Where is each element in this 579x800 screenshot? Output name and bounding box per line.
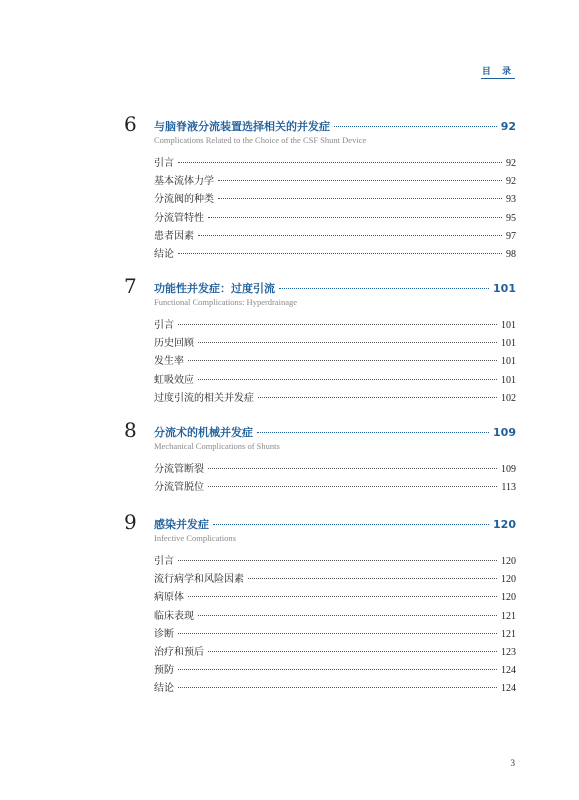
page-number: 3 <box>510 758 515 768</box>
chapter-page: 101 <box>493 282 516 295</box>
entry-page: 120 <box>501 574 516 586</box>
leader-dots <box>178 687 497 688</box>
toc-entry[interactable] <box>154 334 516 352</box>
leader-dots <box>198 379 497 380</box>
entry-title: 引言 <box>154 556 174 567</box>
entry-page: 92 <box>506 158 516 169</box>
toc-entry[interactable] <box>154 245 516 263</box>
entry-page: 109 <box>501 464 516 475</box>
leader-dots <box>279 288 489 289</box>
running-header: 目 录 <box>481 67 515 77</box>
leader-dots <box>178 669 497 670</box>
entry-page: 121 <box>501 610 516 622</box>
chapter-number: 8 <box>124 418 137 442</box>
chapter-page: 120 <box>493 518 516 531</box>
toc-entry[interactable] <box>154 389 516 407</box>
toc-entry[interactable] <box>154 570 516 588</box>
entry-title: 历史回顾 <box>154 338 194 350</box>
entry-page: 121 <box>501 628 516 640</box>
entry-page: 101 <box>501 374 516 386</box>
entry-page: 113 <box>501 482 516 494</box>
chapter-page: 92 <box>500 120 516 133</box>
leader-dots <box>178 324 497 325</box>
toc-entries <box>154 460 516 496</box>
entry-page: 101 <box>501 320 516 331</box>
chapter-subtitle-en: Infective Complications <box>154 533 236 543</box>
chapter-subtitle-en: Complications Related to the Choice of the CSF Shunt Device <box>154 135 367 145</box>
chapter-number: 9 <box>124 510 137 534</box>
toc-entry[interactable] <box>154 625 516 643</box>
chapter-title-row[interactable] <box>154 516 516 530</box>
entry-title: 分流管脱位 <box>154 482 204 494</box>
chapter-subtitle-en: Mechanical Complications of Shunts <box>154 441 280 451</box>
toc-entry[interactable] <box>154 172 516 190</box>
entry-title: 患者因素 <box>154 230 194 242</box>
entry-title: 分流阀的种类 <box>154 194 214 206</box>
entry-page: 92 <box>506 176 516 188</box>
toc-entries <box>154 552 516 698</box>
entry-page: 124 <box>501 683 516 695</box>
chapter-title[interactable]: 感染并发症 <box>154 518 209 531</box>
entry-page: 98 <box>506 248 516 260</box>
chapter-title-row[interactable] <box>154 424 516 438</box>
entry-page: 93 <box>506 194 516 206</box>
entry-page: 123 <box>501 646 516 658</box>
toc-entry[interactable] <box>154 352 516 370</box>
entry-page: 102 <box>501 392 516 404</box>
leader-dots <box>334 126 497 127</box>
entry-title: 过度引流的相关并发症 <box>154 392 254 404</box>
entry-title: 发生率 <box>154 356 184 368</box>
leader-dots <box>258 397 497 398</box>
leader-dots <box>257 432 489 433</box>
chapter-number: 7 <box>124 274 137 298</box>
entry-title: 治疗和预后 <box>154 646 204 658</box>
toc-entries <box>154 154 516 263</box>
entry-title: 虹吸效应 <box>154 374 194 386</box>
chapter-title[interactable]: 与脑脊液分流装置选择相关的并发症 <box>154 120 330 133</box>
leader-dots <box>208 486 497 487</box>
entry-title: 引言 <box>154 320 174 331</box>
toc-entry[interactable] <box>154 588 516 606</box>
leader-dots <box>208 217 502 218</box>
entry-title: 病原体 <box>154 592 184 604</box>
leader-dots <box>188 360 497 361</box>
toc-entry[interactable] <box>154 371 516 389</box>
entry-title: 预防 <box>154 665 174 677</box>
chapter-title[interactable]: 分流术的机械并发症 <box>154 426 253 439</box>
entry-page: 124 <box>501 665 516 677</box>
entry-page: 120 <box>501 556 516 567</box>
leader-dots <box>198 235 502 236</box>
toc-entry[interactable] <box>154 190 516 208</box>
toc-entry[interactable] <box>154 460 516 478</box>
entry-page: 101 <box>501 338 516 350</box>
toc-entry[interactable] <box>154 154 516 172</box>
chapter-number: 6 <box>124 112 137 136</box>
entry-title: 流行病学和风险因素 <box>154 574 244 586</box>
leader-dots <box>208 468 497 469</box>
entry-title: 临床表现 <box>154 610 194 622</box>
entry-title: 基本流体力学 <box>154 176 214 188</box>
toc-entries <box>154 316 516 407</box>
leader-dots <box>178 633 497 634</box>
chapter-title[interactable]: 功能性并发症：过度引流 <box>154 282 275 295</box>
entry-title: 分流管特性 <box>154 212 204 224</box>
chapter-title-row[interactable] <box>154 280 516 294</box>
entry-title: 引言 <box>154 158 174 169</box>
toc-entry[interactable] <box>154 661 516 679</box>
leader-dots <box>178 162 502 163</box>
toc-entry[interactable] <box>154 478 516 496</box>
leader-dots <box>213 524 489 525</box>
leader-dots <box>178 253 502 254</box>
entry-page: 101 <box>501 356 516 368</box>
entry-page: 95 <box>506 212 516 224</box>
toc-entry[interactable] <box>154 552 516 570</box>
leader-dots <box>188 596 497 597</box>
toc-entry[interactable] <box>154 643 516 661</box>
toc-entry[interactable] <box>154 209 516 227</box>
toc-entry[interactable] <box>154 607 516 625</box>
leader-dots <box>248 578 497 579</box>
leader-dots <box>218 180 502 181</box>
entry-title: 结论 <box>154 248 174 260</box>
chapter-page: 109 <box>493 426 516 439</box>
entry-page: 97 <box>506 230 516 242</box>
entry-page: 120 <box>501 592 516 604</box>
leader-dots <box>178 560 497 561</box>
toc-entry[interactable] <box>154 679 516 697</box>
chapter-title-row[interactable] <box>154 118 516 132</box>
chapter-subtitle-en: Functional Complications: Hyperdrainage <box>154 297 298 307</box>
leader-dots <box>198 342 497 343</box>
header-rule <box>481 78 515 79</box>
leader-dots <box>218 198 502 199</box>
toc-entry[interactable] <box>154 227 516 245</box>
entry-title: 诊断 <box>154 628 174 640</box>
entry-title: 分流管断裂 <box>154 464 204 475</box>
leader-dots <box>208 651 497 652</box>
leader-dots <box>198 615 497 616</box>
entry-title: 结论 <box>154 683 174 695</box>
toc-entry[interactable] <box>154 316 516 334</box>
